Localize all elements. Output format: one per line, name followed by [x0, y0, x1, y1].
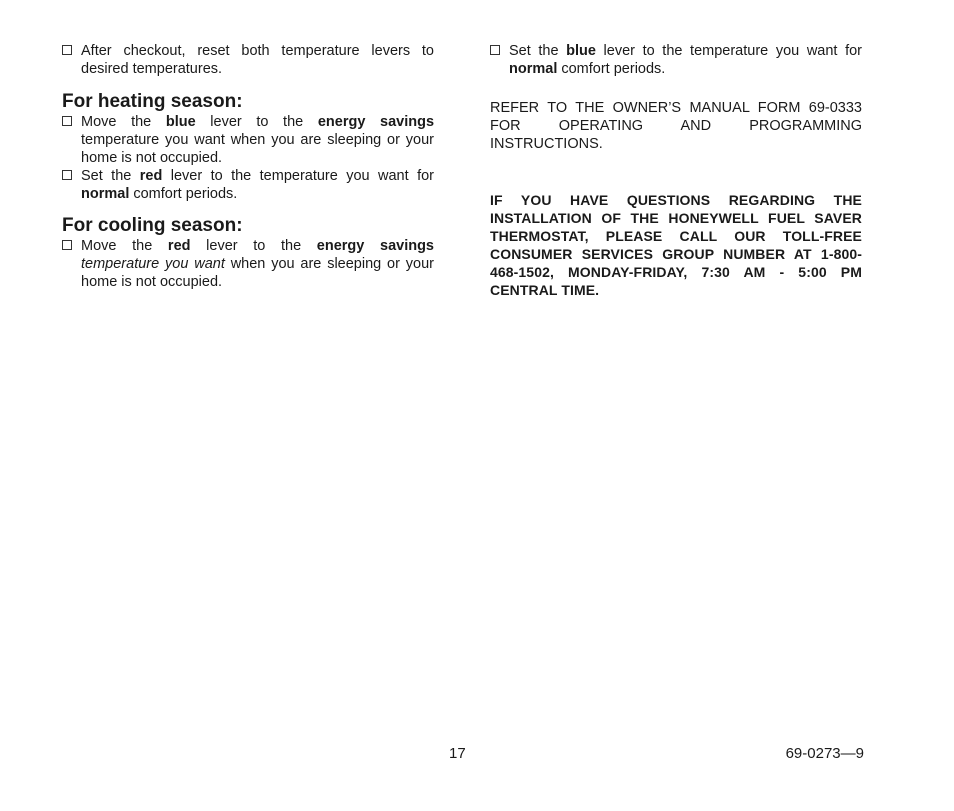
item-text: Move the red lever to the energy savings temperature you want when you are sleeping or your home is not occupied. [81, 238, 434, 290]
checklist-item-cooling-blue [490, 42, 862, 78]
item-text: Set the blue lever to the temperature you want for normal comfort periods. [509, 43, 862, 77]
checklist-item-cooling-red [62, 237, 434, 291]
customer-service-notice: IF YOU HAVE QUESTIONS REGARDING THE INSTALLATION OF THE HONEYWELL FUEL SAVER THERMOSTAT, PLEASE CALL OUR TOLL-FREE CONSUMER SERVICES GROUP NUMBER AT 1-800-468-1502, MONDAY-FRIDAY, 7:30 AM - 5:00 PM CENTRAL TIME. [490, 192, 862, 298]
item-text: After checkout, reset both temperature levers to desired temperatures. [81, 43, 434, 77]
checkbox-icon [62, 116, 72, 126]
checklist-item-heating-blue [62, 113, 434, 167]
heating-season-heading: For heating season: [62, 91, 243, 112]
checkbox-icon [490, 45, 500, 55]
page-number: 17 [449, 745, 466, 762]
item-text: Move the blue lever to the energy savings temperature you want when you are sleeping or your home is not occupied. [81, 114, 435, 166]
checkbox-icon [62, 170, 72, 180]
cooling-season-heading: For cooling season: [62, 215, 243, 236]
item-text: Set the red lever to the temperature you want for normal comfort periods. [81, 168, 434, 202]
owners-manual-reference: REFER TO THE OWNER’S MANUAL FORM 69-0333 FOR OPERATING AND PROGRAMMING INSTRUCTIONS. [490, 100, 862, 152]
document-number: 69-0273—9 [785, 745, 864, 762]
left-column [62, 42, 434, 291]
checklist-item-reset-levers [62, 42, 434, 78]
checkbox-icon [62, 240, 72, 250]
checkbox-icon [62, 45, 72, 55]
right-column [490, 42, 862, 299]
checklist-item-heating-red [62, 167, 434, 203]
